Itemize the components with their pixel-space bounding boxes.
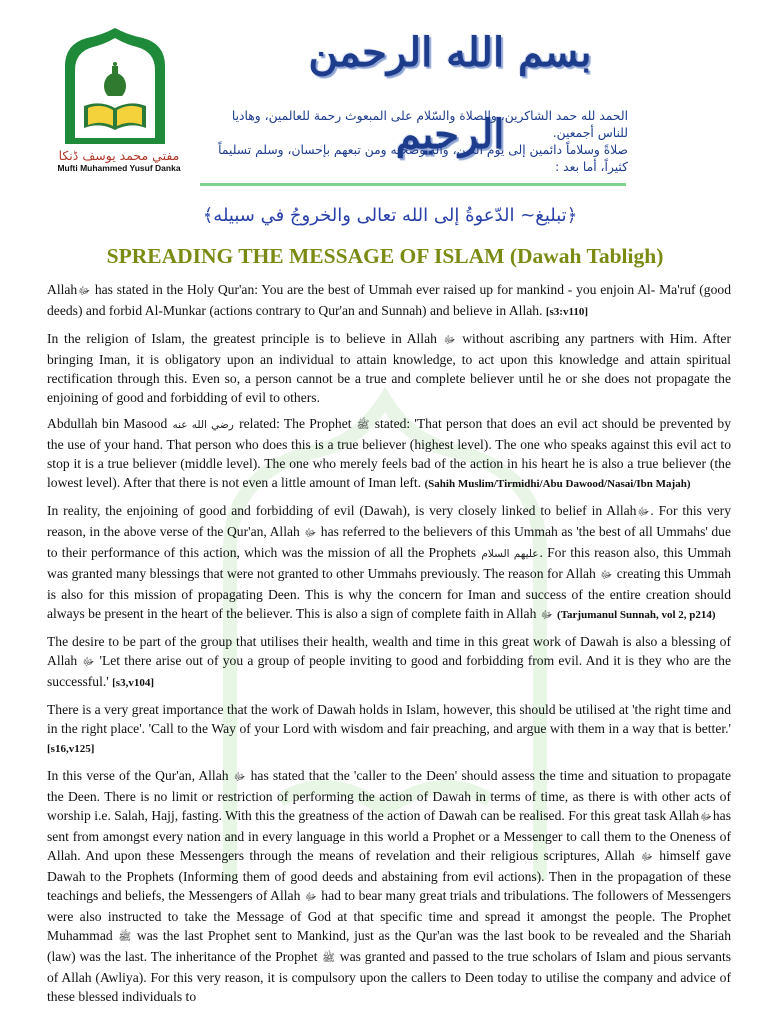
ra-honorific-icon: رضي الله عنه <box>172 419 234 431</box>
p7-text-c: has sent from amongst every nation and in every language in this world a Prophet or a Messenger to call them to the Oneness of Allah. And upon these Messengers through the means of revelation and their religious scriptures, Allah <box>47 808 731 863</box>
logo-english-name: Mufti Muhammed Yusuf Danka <box>57 163 181 173</box>
p3-reference: (Sahih Muslim/Tirmidhi/Abu Dawood/Nasai/Ibn Majah) <box>424 478 691 490</box>
p3-text-c: stated: 'That person that does an evil act should be prevented by the use of your hand. That person who does this is a true believer (highest level). The one who speaks against this evil act to stop it is a true believer (middle level). The one who merely feels bad of the action in his heart he is also a true believer (the lowest level). After that there is not even a little amount of Iman left. <box>47 416 732 490</box>
jalla-honorific-icon: ﷻ <box>637 506 650 518</box>
p5-text-a: The desire to be part of the group that utilises their health, wealth and time in this great work of Dawah is also a blessing of Allah <box>47 634 731 668</box>
arabic-intro <box>208 108 628 176</box>
jalla-honorific-icon: ﷻ <box>641 851 653 863</box>
jalla-honorific-icon: ﷻ <box>540 609 553 621</box>
mufti-logo <box>62 26 168 146</box>
p5-reference: [s3,v104] <box>112 677 154 689</box>
p1-text-a: Allah <box>47 282 78 297</box>
basmala-calligraphy: بسم الله الرحمن الرحيم <box>308 29 592 158</box>
p7-text-f: was the last Prophet sent to Mankind, just as the Qur'an was the last book to be revealed and the Shariah (law) was the last. The inheritance of the Prophet <box>47 928 732 964</box>
p7-text-b: has stated that the 'caller to the Deen' should assess the time and situation to propagate the Deen. There is no limit or restriction of performing the action of Dawah in terms of time, as there is with other acts of worship i.e. Salah, Hajj, fasting. With this the greatness of the action of Dawah can be realised. For this great task Allah <box>47 768 731 823</box>
jalla-honorific-icon: ﷻ <box>78 285 91 297</box>
p5-text-b: 'Let there arise out of you a group of people inviting to good and forbidding from evil. And it is they who are the successful.' <box>47 653 732 689</box>
p6-text-a: There is a very great importance that the work of Dawah holds in Islam, however, this should be utilised at 'the right time and in the right place'. 'Call to the Way of your Lord with wisdom and fair preaching, and argue with them in a way that is better.' <box>47 702 731 736</box>
p4-text-c: has referred to the believers of this Ummah as 'the best of all Ummahs' due to their performance of this action, which was the mission of all the Prophets <box>47 524 731 560</box>
p6-reference: [s16,v125] <box>47 743 95 755</box>
arabic-title: ﴿تبليغ~ الدّعوةُ إلى الله تعالى والخروجُ في سبيله﴾ <box>202 205 578 226</box>
saw-honorific-icon: ﷺ <box>118 931 132 943</box>
paragraph-4 <box>47 501 731 625</box>
p1-text-b: has stated in the Holy Qur'an: You are the best of Ummah ever raised up for mankind - you enjoin Al- Ma'ruf (good deeds) and forbid Al-Munkar (actions contrary to Qur'an and Sunnah) and believe in Allah. <box>47 282 731 318</box>
intro-line-1: الحمد لله حمد الشاكرين، والصلاة والسّلام على المبعوث رحمة للعالمين، وهاديا للناس أجمعين. <box>231 109 628 140</box>
p4-text-b: . For this very reason, in the above verse of the Qur'an, Allah <box>47 503 731 539</box>
p2-text-a: In the religion of Islam, the greatest principle is to believe in Allah <box>47 331 443 346</box>
p7-text-e: had to bear many great trials and tribulations. The followers of Messengers were also instructed to take the Message of God at that specific time and spread it amongst the people. The Prophet Muhammad <box>47 888 731 943</box>
jalla-honorific-icon: ﷻ <box>443 334 456 346</box>
p3-text-a: Abdullah bin Masood <box>47 416 172 431</box>
p4-reference: (Tarjumanul Sunnah, vol 2, p214) <box>557 609 716 621</box>
p4-text-e: creating this Ummah is also for this mission of propagating Deen. This is why the concern for Iman and success of the entire creation should always be present in the heart of the believer. This is also a sign of complete faith in Allah <box>47 566 732 621</box>
as-honorific-icon: عليهم السلام <box>481 548 539 560</box>
paragraph-1 <box>47 280 731 322</box>
p3-text-b: related: The Prophet <box>234 416 356 431</box>
paragraph-2 <box>47 329 731 407</box>
logo-arabic-name: مفتي محمد يوسف ڈنکا <box>58 148 180 163</box>
p7-text-a: In this verse of the Qur'an, Allah <box>47 768 233 783</box>
paragraph-5 <box>47 632 731 693</box>
jalla-honorific-icon: ﷻ <box>304 891 317 903</box>
article-body <box>47 280 731 1013</box>
jalla-honorific-icon: ﷻ <box>233 771 246 783</box>
paragraph-6 <box>47 700 731 759</box>
saw-honorific-icon: ﷺ <box>356 419 370 431</box>
jalla-honorific-icon: ﷻ <box>82 656 95 668</box>
p4-text-d: . For this reason also, this Ummah was granted many blessings that were not granted to other Ummahs previously. The reason for Allah <box>47 545 731 581</box>
paragraph-3 <box>47 414 731 494</box>
p4-text-a: In reality, the enjoining of good and forbidding of evil (Dawah), is very closely linked to belief in Allah <box>47 503 637 518</box>
saw-honorific-icon: ﷺ <box>322 952 335 964</box>
intro-line-2: صلاةً وسلاماً دائمين إلى يوم الدين، وآله وصحبه ومن تبعهم بإحسان، وسلم تسليماً كثيراً، أما بعد : <box>218 143 628 174</box>
p7-text-d: himself gave Dawah to the Prophets (Informing them of good deeds and abstaining from evil actions). Then in the propagation of these teachings and beliefs, the Messengers of Allah <box>47 848 732 903</box>
p7-text-g: was granted and passed to the true scholars of Islam and pious servants of Allah (Awliya). For this very reason, it is compulsory upon the callers to Deen today to utilise the company and advice of these blessed individuals to <box>47 949 732 1004</box>
jalla-honorific-icon: ﷻ <box>304 527 317 539</box>
jalla-honorific-icon: ﷻ <box>600 569 613 581</box>
p1-reference: [s3:v110] <box>545 306 589 318</box>
jalla-honorific-icon: ﷻ <box>700 811 712 823</box>
page-title: SPREADING THE MESSAGE OF ISLAM (Dawah Tabligh) <box>106 244 664 268</box>
p2-text-b: without ascribing any partners with Him. After bringing Iman, it is obligatory upon an individual to attain knowledge, to act upon this knowledge and attain spiritual rectification through this. Even so, a person cannot be a true and complete believer until he or she does not propagate the enjoining of good and forbidding of evil to others. <box>47 331 731 405</box>
header-divider <box>200 183 626 186</box>
paragraph-7 <box>47 766 731 1006</box>
